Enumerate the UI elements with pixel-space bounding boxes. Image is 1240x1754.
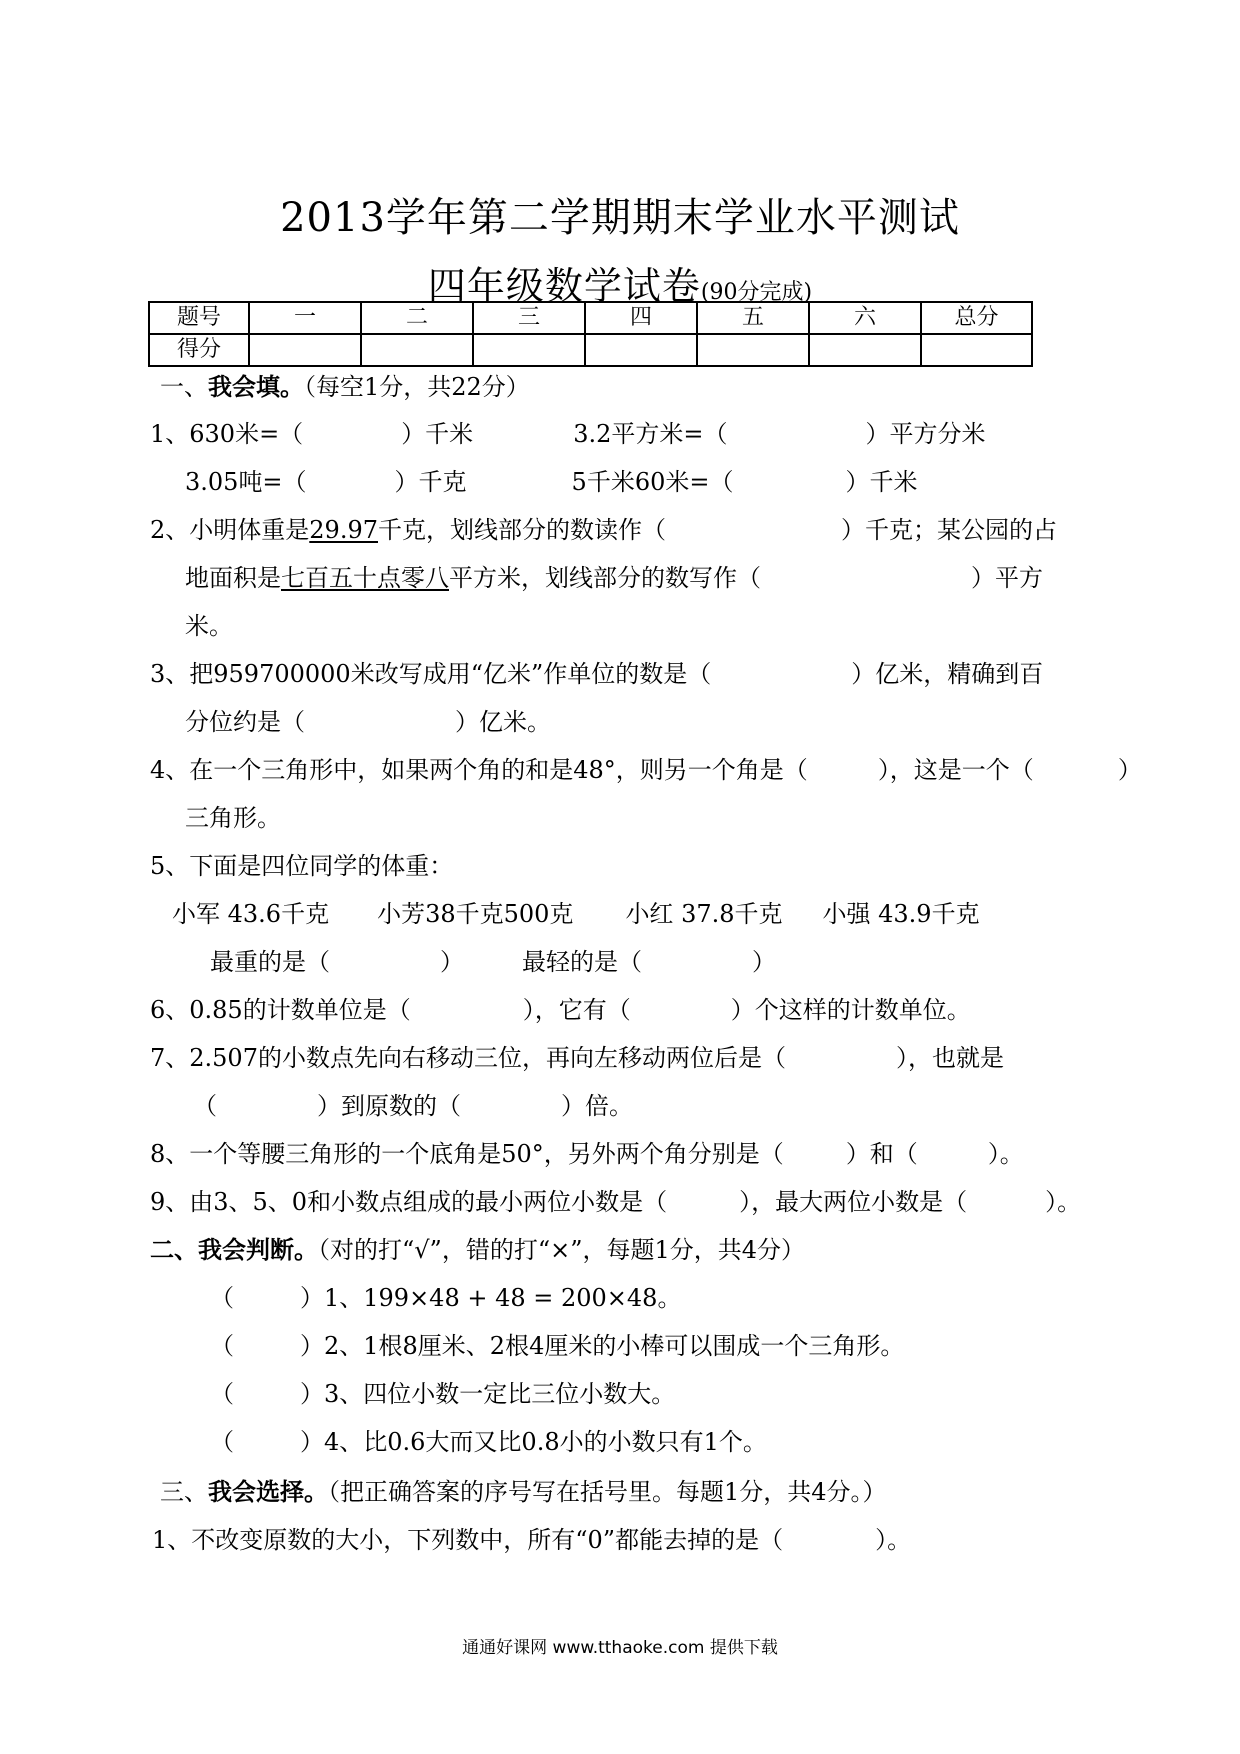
score-table-header-row — [149, 302, 1032, 334]
score-cell-empty[interactable] — [921, 334, 1032, 366]
score-cell-empty[interactable] — [697, 334, 809, 366]
q1-line-b: 3.05吨=（ ）千克 5千米60米=（ ）千米 — [185, 468, 918, 496]
judge-item: （ ）2、1根8厘米、2根4厘米的小棒可以围成一个三角形。 — [210, 1332, 905, 1360]
section1-heading: 一、我会填。（每空1分，共22分） — [160, 372, 530, 401]
q7-line-b: （ ）到原数的（ ）倍。 — [193, 1092, 633, 1120]
score-cell-header: 四 — [585, 302, 697, 334]
score-cell-empty[interactable] — [473, 334, 585, 366]
page-footer: 通通好课网 www.tthaoke.com 提供下载 — [462, 1638, 778, 1658]
subtitle-note: (90分完成) — [700, 280, 813, 305]
q5-line-a: 5、下面是四位同学的体重： — [150, 852, 454, 880]
section2-heading: 二、我会判断。（对的打“√”，错的打“×”，每题1分，共4分） — [150, 1235, 806, 1264]
score-cell-header: 五 — [697, 302, 809, 334]
score-cell-header: 三 — [473, 302, 585, 334]
judge-item: （ ）1、199×48 + 48 = 200×48。 — [210, 1284, 682, 1312]
score-table — [148, 301, 1033, 367]
score-cell-label: 得分 — [149, 334, 249, 366]
score-cell-header: 总分 — [921, 302, 1032, 334]
q6-line: 6、0.85的计数单位是（ ），它有（ ）个这样的计数单位。 — [150, 996, 971, 1024]
q5-line-c: 最重的是（ ） 最轻的是（ ） — [210, 948, 776, 976]
q2-line-a: 2、小明体重是29.97千克，划线部分的数读作（ ）千克；某公园的占 — [150, 516, 1057, 544]
score-cell-empty[interactable] — [809, 334, 921, 366]
score-cell-header: 六 — [809, 302, 921, 334]
q2-line-c: 米。 — [185, 612, 233, 640]
q9-line: 9、由3、5、0和小数点组成的最小两位小数是（ ），最大两位小数是（ ）。 — [150, 1188, 1082, 1216]
q4-line-b: 三角形。 — [185, 804, 281, 832]
choice-q1: 1、不改变原数的大小，下列数中，所有“0”都能去掉的是（ ）。 — [152, 1526, 912, 1554]
q4-line-a: 4、在一个三角形中，如果两个角的和是48°，则另一个角是（ ），这是一个（ ） — [150, 756, 1142, 784]
q3-line-b: 分位约是（ ）亿米。 — [185, 708, 551, 736]
q2-line-b: 地面积是七百五十点零八平方米，划线部分的数写作（ ）平方 — [185, 564, 1043, 592]
q5-line-b: 小军 43.6千克 小芳38千克500克 小红 37.8千克 小强 43.9千克 — [172, 900, 980, 928]
score-cell-empty[interactable] — [361, 334, 473, 366]
score-cell-empty[interactable] — [585, 334, 697, 366]
q3-line-a: 3、把959700000米改写成用“亿米”作单位的数是（ ）亿米，精确到百 — [150, 660, 1044, 688]
section3-heading: 三、我会选择。（把正确答案的序号写在括号里。每题1分，共4分。） — [160, 1477, 887, 1506]
q1-line-a: 1、630米=（ ）千米 3.2平方米=（ ）平方分米 — [150, 420, 986, 448]
judge-item: （ ）3、四位小数一定比三位小数大。 — [210, 1380, 676, 1408]
score-cell-label: 题号 — [149, 302, 249, 334]
q8-line: 8、一个等腰三角形的一个底角是50°，另外两个角分别是（ ）和（ ）。 — [150, 1140, 1024, 1168]
judge-item: （ ）4、比0.6大而又比0.8小的小数只有1个。 — [210, 1428, 767, 1456]
score-table-score-row — [149, 334, 1032, 366]
score-cell-empty[interactable] — [249, 334, 361, 366]
score-cell-header: 一 — [249, 302, 361, 334]
exam-title: 2013学年第二学期期末学业水平测试 — [280, 195, 960, 241]
subtitle-text: 四年级数学试卷 — [427, 264, 701, 308]
score-cell-header: 二 — [361, 302, 473, 334]
q7-line-a: 7、2.507的小数点先向右移动三位，再向左移动两位后是（ ），也就是 — [150, 1044, 1004, 1072]
